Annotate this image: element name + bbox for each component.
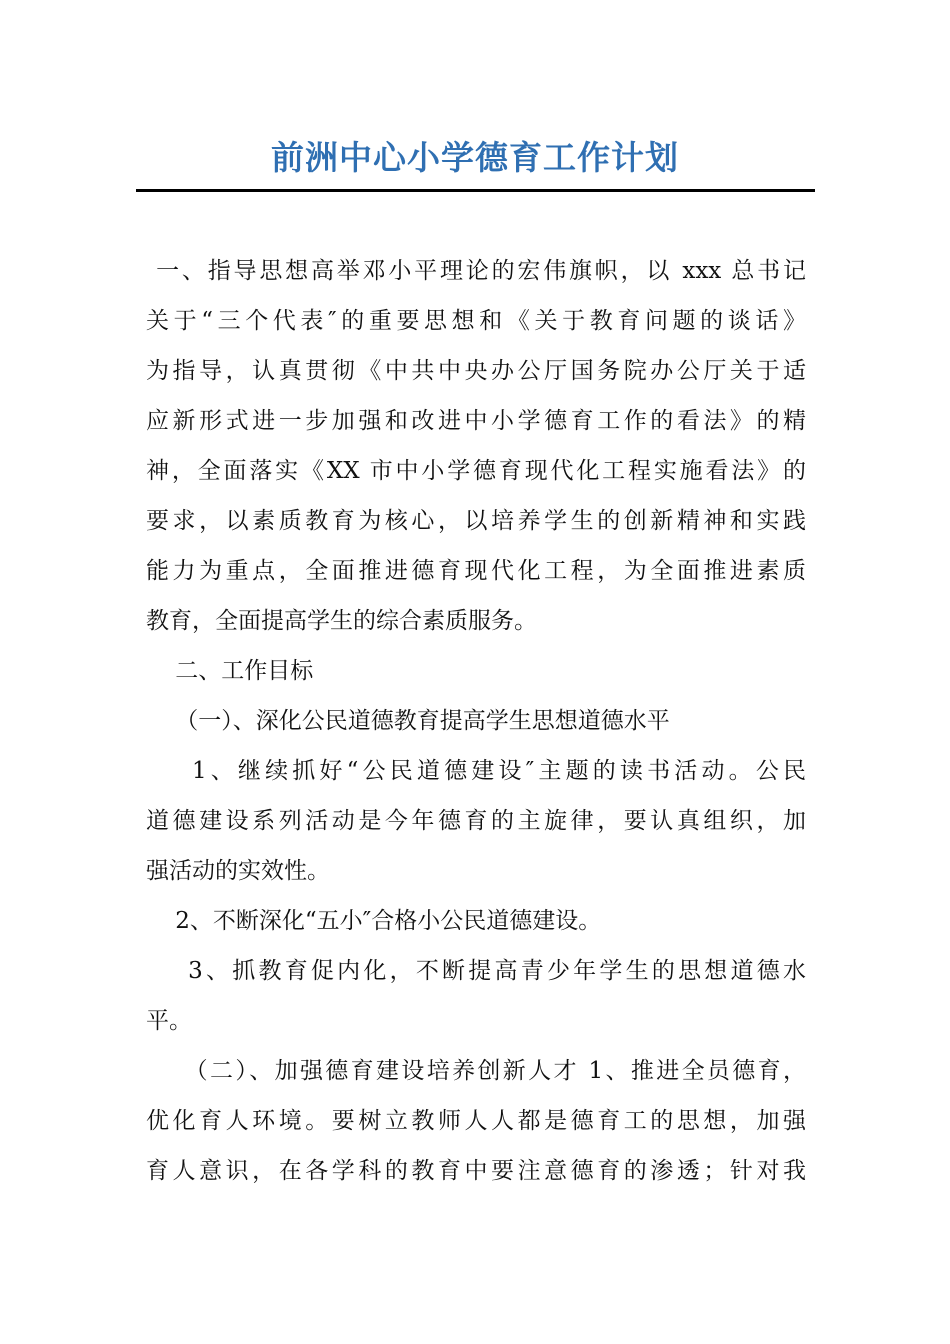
text-line: 能力为重点，全面推进德育现代化工程，为全面推进素质	[146, 558, 806, 584]
text-line: 一、指导思想高举邓小平理论的宏伟旗帜，以 xxx 总书记	[146, 258, 806, 284]
section-heading: 二、工作目标	[146, 658, 314, 684]
text-line: 道德建设系列活动是今年德育的主旋律，要认真组织，加	[146, 808, 806, 834]
text-line: 关于“三个代表″的重要思想和《关于教育问题的谈话》	[146, 308, 806, 334]
subsection-heading: （二）、加强德育建设培养创新人才 1、推进全员德育，	[146, 1058, 806, 1084]
text-line: 平。	[146, 1008, 192, 1034]
title-underline	[136, 189, 815, 192]
text-line: 教育，全面提高学生的综合素质服务。	[146, 608, 537, 634]
text-line: 应新形式进一步加强和改进中小学德育工作的看法》的精	[146, 408, 806, 434]
text-line: 要求，以素质教育为核心，以培养学生的创新精神和实践	[146, 508, 806, 534]
text-line: 3、抓教育促内化，不断提高青少年学生的思想道德水	[146, 958, 806, 984]
text-line: 为指导，认真贯彻《中共中央办公厅国务院办公厅关于适	[146, 358, 806, 384]
document-body	[146, 246, 806, 1196]
text-line: 神，全面落实《XX 市中小学德育现代化工程实施看法》的	[146, 458, 806, 484]
text-line: 优化育人环境。要树立教师人人都是德育工的思想，加强	[146, 1108, 806, 1134]
text-line: 2、不断深化“五小″合格小公民道德建设。	[146, 908, 602, 934]
subsection-heading: （一）、深化公民道德教育提高学生思想道德水平	[146, 708, 670, 734]
text-line: 1、继续抓好“公民道德建设″主题的读书活动。公民	[146, 758, 806, 784]
text-line: 强活动的实效性。	[146, 858, 330, 884]
document-title: 前洲中心小学德育工作计划	[271, 138, 679, 177]
text-line: 育人意识，在各学科的教育中要注意德育的渗透；针对我	[146, 1158, 806, 1184]
